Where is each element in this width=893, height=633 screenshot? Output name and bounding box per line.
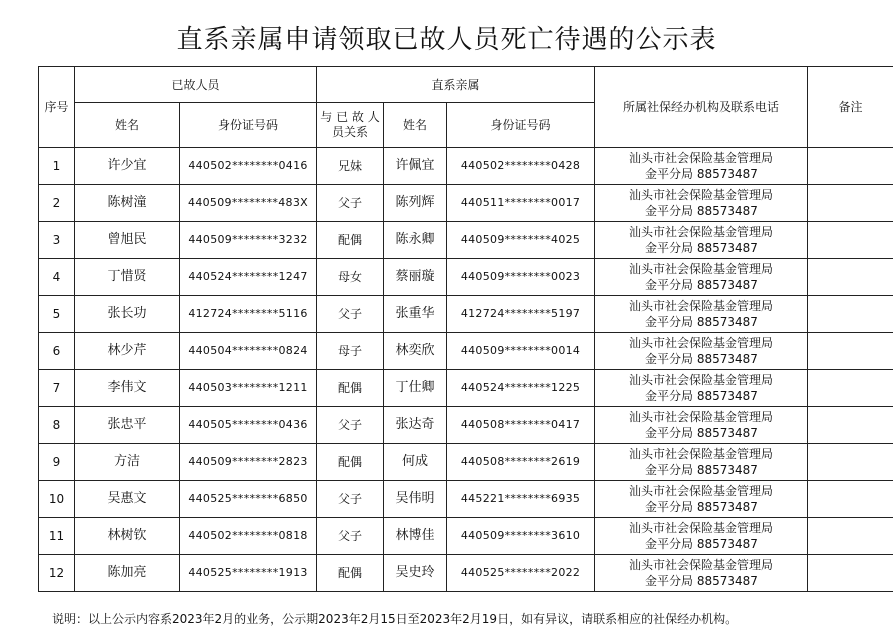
header-name: 姓名 xyxy=(75,103,180,148)
cell-relation: 母子 xyxy=(317,333,384,370)
cell-deceased-name: 林树钦 xyxy=(75,518,180,555)
page-title: 直系亲属申请领取已故人员死亡待遇的公示表 xyxy=(176,25,717,55)
table-row xyxy=(39,444,893,481)
cell-deceased-name: 吴惠文 xyxy=(75,481,180,518)
cell-seq: 11 xyxy=(39,518,75,555)
cell-remark xyxy=(808,407,893,444)
cell-relative-id: 445221********6935 xyxy=(447,481,595,518)
cell-org xyxy=(595,296,808,333)
org-branch-phone: 金平分局 88573487 xyxy=(645,389,758,403)
cell-deceased-name: 丁惜贤 xyxy=(75,259,180,296)
org-name: 汕头市社会保险基金管理局 xyxy=(629,447,774,461)
cell-org xyxy=(595,333,808,370)
org-name: 汕头市社会保险基金管理局 xyxy=(629,151,774,165)
cell-relation: 配偶 xyxy=(317,555,384,592)
cell-deceased-id: 440503********1211 xyxy=(180,370,317,407)
cell-relative-id: 440509********4025 xyxy=(447,222,595,259)
table-row xyxy=(39,259,893,296)
cell-org xyxy=(595,148,808,185)
cell-relative-id: 440509********0014 xyxy=(447,333,595,370)
org-branch-phone: 金平分局 88573487 xyxy=(645,426,758,440)
org-branch-phone: 金平分局 88573487 xyxy=(645,278,758,292)
cell-relative-name: 何成 xyxy=(384,444,447,481)
cell-deceased-id: 440525********6850 xyxy=(180,481,317,518)
cell-relation: 父子 xyxy=(317,407,384,444)
cell-relative-name: 蔡丽璇 xyxy=(384,259,447,296)
cell-relative-name: 林博佳 xyxy=(384,518,447,555)
cell-relative-id: 440509********0023 xyxy=(447,259,595,296)
cell-remark xyxy=(808,259,893,296)
header-relatives: 直系亲属 xyxy=(317,67,595,103)
cell-relative-id: 440511********0017 xyxy=(447,185,595,222)
cell-relative-name: 许佩宜 xyxy=(384,148,447,185)
cell-org xyxy=(595,370,808,407)
cell-relative-name: 吴伟明 xyxy=(384,481,447,518)
header-seq: 序号 xyxy=(39,67,75,148)
cell-relative-id: 440525********2022 xyxy=(447,555,595,592)
cell-deceased-id: 440502********0416 xyxy=(180,148,317,185)
cell-remark xyxy=(808,185,893,222)
cell-remark xyxy=(808,148,893,185)
cell-deceased-name: 曾旭民 xyxy=(75,222,180,259)
cell-remark xyxy=(808,444,893,481)
cell-seq: 7 xyxy=(39,370,75,407)
cell-deceased-id: 440504********0824 xyxy=(180,333,317,370)
table-row xyxy=(39,518,893,555)
org-branch-phone: 金平分局 88573487 xyxy=(645,352,758,366)
org-name: 汕头市社会保险基金管理局 xyxy=(629,299,774,313)
table-row xyxy=(39,481,893,518)
cell-org xyxy=(595,518,808,555)
cell-deceased-id: 440502********0818 xyxy=(180,518,317,555)
cell-deceased-name: 许少宜 xyxy=(75,148,180,185)
cell-seq: 4 xyxy=(39,259,75,296)
cell-remark xyxy=(808,296,893,333)
org-name: 汕头市社会保险基金管理局 xyxy=(629,484,774,498)
cell-relation: 父子 xyxy=(317,185,384,222)
cell-relation: 父子 xyxy=(317,518,384,555)
publicity-table xyxy=(38,66,893,592)
cell-deceased-id: 440524********1247 xyxy=(180,259,317,296)
header-id: 身份证号码 xyxy=(180,103,317,148)
org-name: 汕头市社会保险基金管理局 xyxy=(629,336,774,350)
cell-org xyxy=(595,555,808,592)
cell-seq: 12 xyxy=(39,555,75,592)
org-name: 汕头市社会保险基金管理局 xyxy=(629,262,774,276)
cell-seq: 1 xyxy=(39,148,75,185)
cell-deceased-id: 440505********0436 xyxy=(180,407,317,444)
cell-remark xyxy=(808,518,893,555)
cell-deceased-id: 440509********2823 xyxy=(180,444,317,481)
header-org: 所属社保经办机构及联系电话 xyxy=(595,67,808,148)
cell-deceased-id: 440509********3232 xyxy=(180,222,317,259)
header-deceased: 已故人员 xyxy=(75,67,317,103)
org-name: 汕头市社会保险基金管理局 xyxy=(629,410,774,424)
cell-relative-name: 丁仕卿 xyxy=(384,370,447,407)
cell-remark xyxy=(808,333,893,370)
org-branch-phone: 金平分局 88573487 xyxy=(645,167,758,181)
table-row xyxy=(39,407,893,444)
cell-relation: 配偶 xyxy=(317,444,384,481)
cell-seq: 8 xyxy=(39,407,75,444)
cell-remark xyxy=(808,222,893,259)
table-row xyxy=(39,222,893,259)
org-name: 汕头市社会保险基金管理局 xyxy=(629,188,774,202)
cell-relation: 母女 xyxy=(317,259,384,296)
cell-deceased-name: 方洁 xyxy=(75,444,180,481)
org-branch-phone: 金平分局 88573487 xyxy=(645,241,758,255)
cell-relative-id: 440502********0428 xyxy=(447,148,595,185)
org-name: 汕头市社会保险基金管理局 xyxy=(629,373,774,387)
cell-deceased-name: 陈树潼 xyxy=(75,185,180,222)
header-row-group xyxy=(39,67,893,103)
org-branch-phone: 金平分局 88573487 xyxy=(645,204,758,218)
org-name: 汕头市社会保险基金管理局 xyxy=(629,225,774,239)
cell-relative-name: 林奕欣 xyxy=(384,333,447,370)
header-relation: 与 已 故 人员关系 xyxy=(317,103,384,148)
cell-seq: 5 xyxy=(39,296,75,333)
header-remark: 备注 xyxy=(808,67,893,148)
org-branch-phone: 金平分局 88573487 xyxy=(645,500,758,514)
cell-relative-id: 412724********5197 xyxy=(447,296,595,333)
cell-relative-id: 440508********2619 xyxy=(447,444,595,481)
cell-relative-name: 张重华 xyxy=(384,296,447,333)
cell-org xyxy=(595,259,808,296)
cell-deceased-id: 412724********5116 xyxy=(180,296,317,333)
cell-deceased-name: 陈加亮 xyxy=(75,555,180,592)
table-row xyxy=(39,185,893,222)
cell-remark xyxy=(808,481,893,518)
cell-seq: 6 xyxy=(39,333,75,370)
cell-deceased-name: 林少芹 xyxy=(75,333,180,370)
org-branch-phone: 金平分局 88573487 xyxy=(645,315,758,329)
cell-relative-id: 440509********3610 xyxy=(447,518,595,555)
org-name: 汕头市社会保险基金管理局 xyxy=(629,558,774,572)
org-branch-phone: 金平分局 88573487 xyxy=(645,537,758,551)
cell-seq: 9 xyxy=(39,444,75,481)
cell-relative-name: 陈列辉 xyxy=(384,185,447,222)
org-name: 汕头市社会保险基金管理局 xyxy=(629,521,774,535)
cell-deceased-id: 440509********483X xyxy=(180,185,317,222)
cell-deceased-name: 张长功 xyxy=(75,296,180,333)
cell-org xyxy=(595,222,808,259)
cell-remark xyxy=(808,555,893,592)
table-row xyxy=(39,148,893,185)
cell-relative-id: 440508********0417 xyxy=(447,407,595,444)
cell-deceased-name: 张忠平 xyxy=(75,407,180,444)
footer-note: 说明：以上公示内容系2023年2月的业务，公示期2023年2月15日至2023年2月19日，如有异议，请联系相应的社保经办机构。 xyxy=(52,612,738,626)
table-row xyxy=(39,296,893,333)
org-branch-phone: 金平分局 88573487 xyxy=(645,574,758,588)
cell-relation: 配偶 xyxy=(317,222,384,259)
cell-org xyxy=(595,444,808,481)
table-row xyxy=(39,555,893,592)
cell-deceased-id: 440525********1913 xyxy=(180,555,317,592)
cell-seq: 2 xyxy=(39,185,75,222)
cell-deceased-name: 李伟文 xyxy=(75,370,180,407)
cell-relation: 兄妹 xyxy=(317,148,384,185)
cell-relative-id: 440524********1225 xyxy=(447,370,595,407)
cell-org xyxy=(595,185,808,222)
header-rel-name: 姓名 xyxy=(384,103,447,148)
cell-org xyxy=(595,407,808,444)
org-branch-phone: 金平分局 88573487 xyxy=(645,463,758,477)
cell-remark xyxy=(808,370,893,407)
cell-relative-name: 张达奇 xyxy=(384,407,447,444)
cell-relation: 父子 xyxy=(317,296,384,333)
cell-relation: 配偶 xyxy=(317,370,384,407)
header-rel-id: 身份证号码 xyxy=(447,103,595,148)
cell-org xyxy=(595,481,808,518)
table-row xyxy=(39,333,893,370)
cell-seq: 10 xyxy=(39,481,75,518)
table-body xyxy=(39,148,893,592)
cell-relative-name: 吴史玲 xyxy=(384,555,447,592)
cell-seq: 3 xyxy=(39,222,75,259)
table-row xyxy=(39,370,893,407)
cell-relation: 父子 xyxy=(317,481,384,518)
cell-relative-name: 陈永卿 xyxy=(384,222,447,259)
